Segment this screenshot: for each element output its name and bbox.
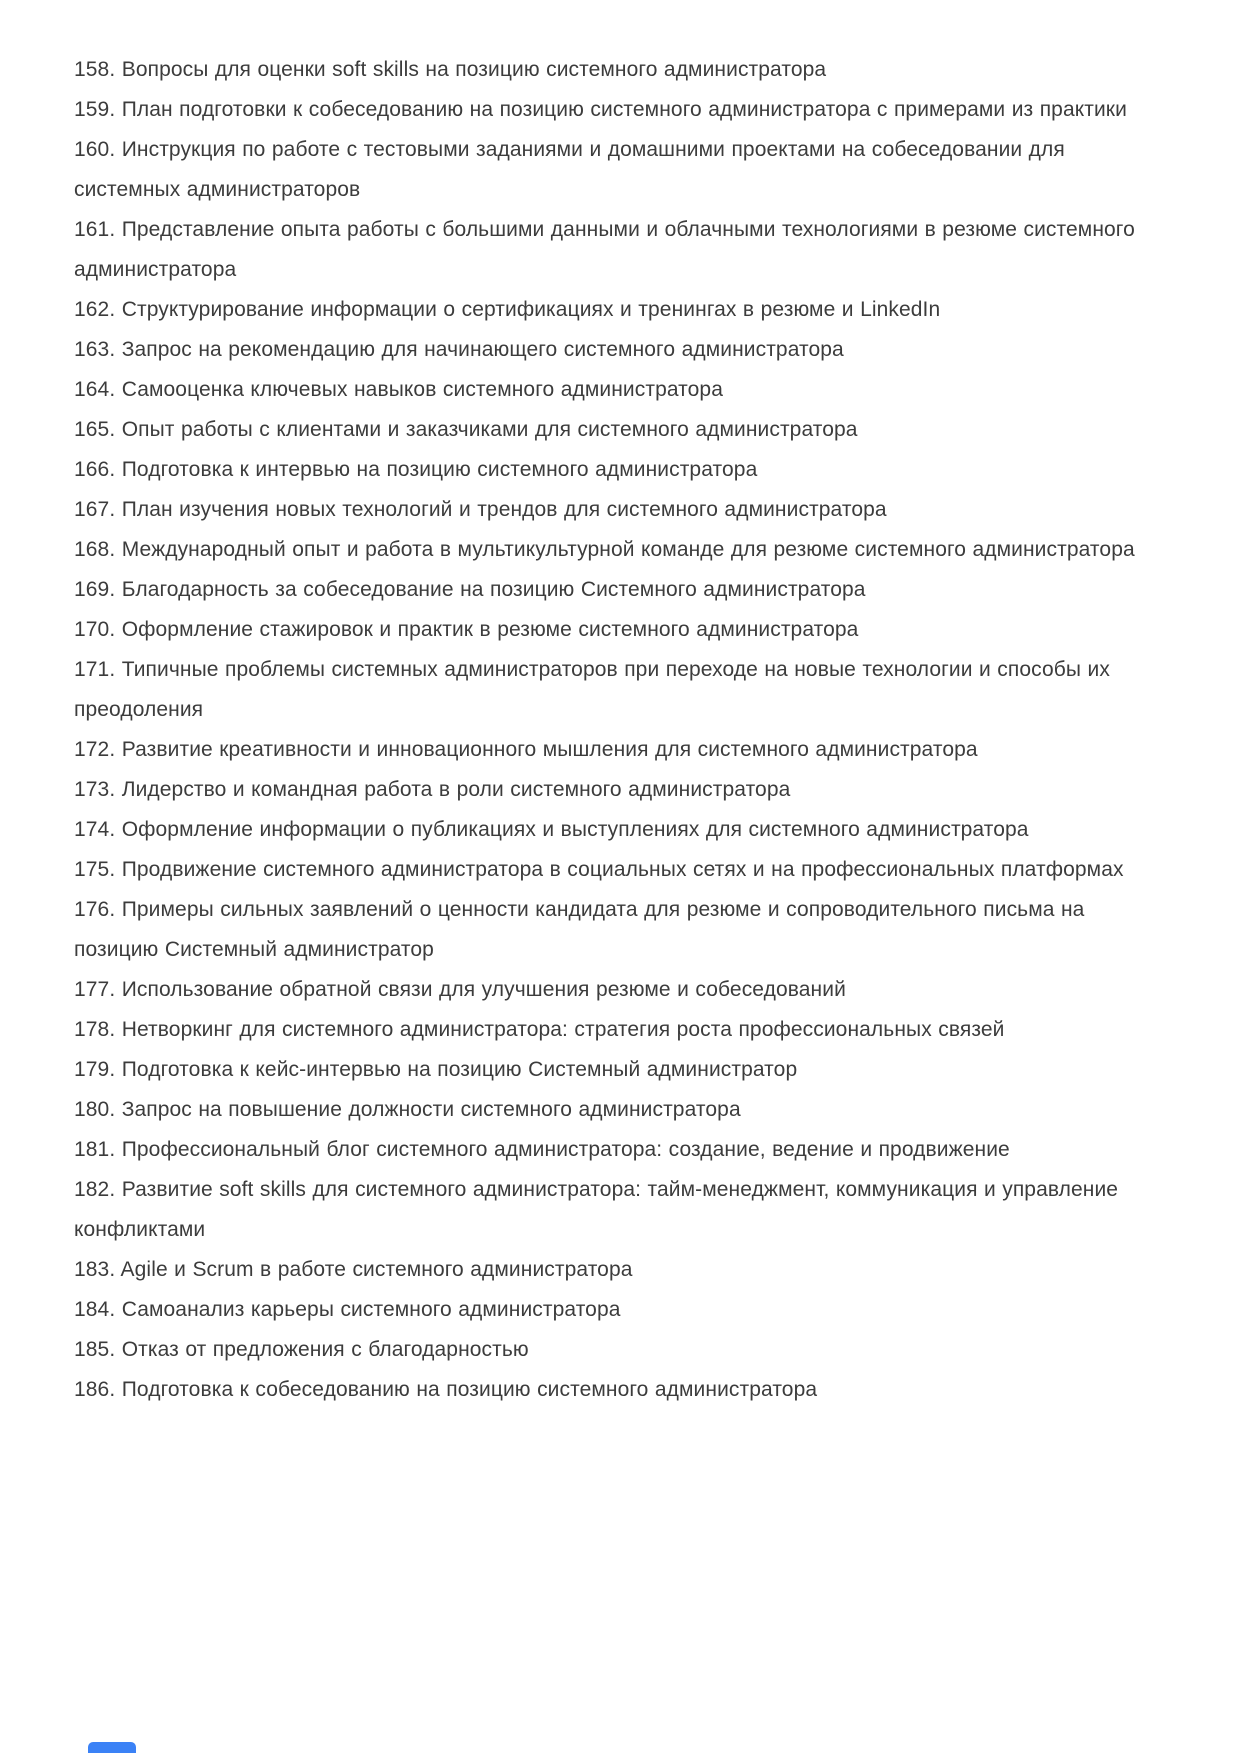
list-item: 163. Запрос на рекомендацию для начинающего системного администратора	[74, 338, 844, 361]
list-item: 164. Самооценка ключевых навыков системного администратора	[74, 378, 723, 401]
list-item: 173. Лидерство и командная работа в роли системного администратора	[74, 778, 791, 801]
list-item: 174. Оформление информации о публикациях и выступлениях для системного администратора	[74, 818, 1029, 841]
list-item: 172. Развитие креативности и инновационного мышления для системного администратора	[74, 738, 978, 761]
list-item: 180. Запрос на повышение должности системного администратора	[74, 1098, 741, 1121]
list-item: 160. Инструкция по работе с тестовыми заданиями и домашними проектами на собеседовании для системных администраторов	[74, 138, 1065, 201]
list-item: 181. Профессиональный блог системного администратора: создание, ведение и продвижение	[74, 1138, 1010, 1161]
list-item: 168. Международный опыт и работа в мультикультурной команде для резюме системного администратора	[74, 538, 1135, 561]
list-item: 161. Представление опыта работы с большими данными и облачными технологиями в резюме системного администратора	[74, 218, 1135, 281]
list-item: 176. Примеры сильных заявлений о ценности кандидата для резюме и сопроводительного письма на позицию Системный администратор	[74, 898, 1085, 961]
list-item: 179. Подготовка к кейс-интервью на позицию Системный администратор	[74, 1058, 798, 1081]
list-item: 182. Развитие soft skills для системного администратора: тайм-менеджмент, коммуникация и управление конфликтами	[74, 1178, 1119, 1241]
partial-button[interactable]	[88, 1742, 136, 1753]
list-item: 158. Вопросы для оценки soft skills на позицию системного администратора	[74, 58, 827, 81]
list-item: 171. Типичные проблемы системных администраторов при переходе на новые технологии и способы их преодоления	[74, 658, 1110, 721]
list-item: 183. Agile и Scrum в работе системного администратора	[74, 1258, 633, 1281]
list-item: 186. Подготовка к собеседованию на позицию системного администратора	[74, 1378, 818, 1401]
list-item: 165. Опыт работы с клиентами и заказчиками для системного администратора	[74, 418, 858, 441]
list-item: 167. План изучения новых технологий и трендов для системного администратора	[74, 498, 887, 521]
list-item: 177. Использование обратной связи для улучшения резюме и собеседований	[74, 978, 846, 1001]
list-item: 169. Благодарность за собеседование на позицию Системного администратора	[74, 578, 866, 601]
list-item: 175. Продвижение системного администратора в социальных сетях и на профессиональных платформах	[74, 858, 1124, 881]
list-item: 162. Структурирование информации о сертификациях и тренингах в резюме и LinkedIn	[74, 298, 941, 321]
list-item: 159. План подготовки к собеседованию на позицию системного администратора с примерами из практики	[74, 98, 1127, 121]
list-item: 184. Самоанализ карьеры системного администратора	[74, 1298, 621, 1321]
list-item: 178. Нетворкинг для системного администратора: стратегия роста профессиональных связей	[74, 1018, 1005, 1041]
list-item: 185. Отказ от предложения с благодарностью	[74, 1338, 529, 1361]
list-item: 170. Оформление стажировок и практик в резюме системного администратора	[74, 618, 859, 641]
numbered-list	[74, 0, 1168, 1410]
list-item: 166. Подготовка к интервью на позицию системного администратора	[74, 458, 758, 481]
